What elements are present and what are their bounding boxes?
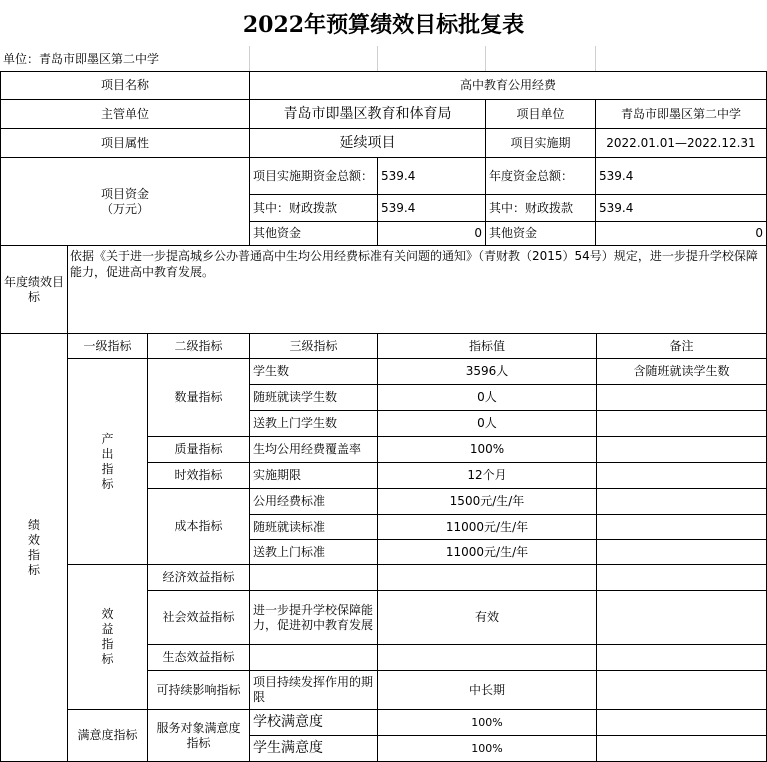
unit-label: 单位：青岛市即墨区第二中学	[3, 52, 160, 66]
other-value: 0	[378, 222, 486, 246]
attribute-label: 项目属性	[1, 129, 250, 158]
total-value: 539.4	[378, 158, 486, 195]
page-title: 2022年预算绩效目标批复表	[242, 11, 525, 38]
row-inclass-note	[597, 385, 767, 411]
row-social-name: 进一步提升学校保障能力，促进初中教育发展	[250, 591, 378, 645]
row-students-value: 3596人	[378, 359, 597, 385]
project-name-value: 高中教育公用经费	[250, 72, 767, 100]
row-deadline-value: 12个月	[378, 463, 597, 489]
row-std1-note	[597, 489, 767, 515]
row-deadline-name: 实施期限	[250, 463, 378, 489]
period-value: 2022.01.01—2022.12.31	[596, 129, 767, 158]
unit-row	[0, 46, 767, 71]
row-school-sat-value: 100%	[378, 710, 597, 736]
row-home-name: 送教上门学生数	[250, 411, 378, 437]
goal-label: 年度绩效目标	[1, 246, 68, 334]
fiscal-label: 其中：财政拨款	[250, 195, 378, 222]
row-eco-value	[378, 645, 597, 671]
annual-other-label: 其他资金	[486, 222, 596, 246]
quality-label: 质量指标	[148, 437, 250, 463]
goal-text: 依据《关于进一步提高城乡公办普通高中生均公用经费标准有关问题的通知》（青财教（2015）54号）规定，进一步提升学校保障能力，促进高中教育发展。	[68, 246, 767, 334]
perf-label: 绩效指标	[1, 334, 68, 762]
annual-fiscal-value: 539.4	[596, 195, 767, 222]
annual-other-value: 0	[596, 222, 767, 246]
row-eco-note	[597, 645, 767, 671]
header-l2: 二级指标	[148, 334, 250, 359]
social-label: 社会效益指标	[148, 591, 250, 645]
row-deadline-note	[597, 463, 767, 489]
timeliness-label: 时效指标	[148, 463, 250, 489]
row-std2-note	[597, 515, 767, 540]
total-label: 项目实施期资金总额：	[250, 158, 378, 195]
fiscal-value: 539.4	[378, 195, 486, 222]
output-label: 产出指标	[68, 359, 148, 565]
row-sustain-value: 中长期	[378, 671, 597, 710]
benefit-label: 效益指标	[68, 565, 148, 710]
row-student-sat-note	[597, 736, 767, 762]
row-coverage-value: 100%	[378, 437, 597, 463]
row-social-value: 有效	[378, 591, 597, 645]
row-econ-note	[597, 565, 767, 591]
project-name-label: 项目名称	[1, 72, 250, 100]
row-std1-name: 公用经费标准	[250, 489, 378, 515]
service-label: 服务对象满意度指标	[148, 710, 250, 762]
satisfaction-label: 满意度指标	[68, 710, 148, 762]
approval-table	[0, 71, 767, 762]
cost-label: 成本指标	[148, 489, 250, 565]
row-inclass-value: 0人	[378, 385, 597, 411]
header-l3: 三级指标	[250, 334, 378, 359]
econ-label: 经济效益指标	[148, 565, 250, 591]
row-school-sat-name: 学校满意度	[250, 710, 378, 736]
eco-label: 生态效益指标	[148, 645, 250, 671]
annual-total-value: 539.4	[596, 158, 767, 195]
row-std1-value: 1500元/生/年	[378, 489, 597, 515]
attribute-value: 延续项目	[250, 129, 486, 158]
row-std3-value: 11000元/生/年	[378, 540, 597, 565]
header-l1: 一级指标	[68, 334, 148, 359]
row-students-name: 学生数	[250, 359, 378, 385]
row-student-sat-name: 学生满意度	[250, 736, 378, 762]
period-label: 项目实施期	[486, 129, 596, 158]
row-coverage-note	[597, 437, 767, 463]
quantity-label: 数量指标	[148, 359, 250, 437]
row-school-sat-note	[597, 710, 767, 736]
row-social-note	[597, 591, 767, 645]
annual-fiscal-label: 其中：财政拨款	[486, 195, 596, 222]
row-coverage-name: 生均公用经费覆盖率	[250, 437, 378, 463]
row-students-note: 含随班就读学生数	[597, 359, 767, 385]
row-home-value: 0人	[378, 411, 597, 437]
row-std3-note	[597, 540, 767, 565]
header-note: 备注	[597, 334, 767, 359]
row-std3-name: 送教上门标准	[250, 540, 378, 565]
project-unit-label: 项目单位	[486, 100, 596, 129]
row-std2-value: 11000元/生/年	[378, 515, 597, 540]
row-sustain-note	[597, 671, 767, 710]
supervisor-label: 主管单位	[1, 100, 250, 129]
project-unit-value: 青岛市即墨区第二中学	[596, 100, 767, 129]
row-home-note	[597, 411, 767, 437]
supervisor-value: 青岛市即墨区教育和体育局	[250, 100, 486, 129]
row-student-sat-value: 100%	[378, 736, 597, 762]
row-inclass-name: 随班就读学生数	[250, 385, 378, 411]
sustain-label: 可持续影响指标	[148, 671, 250, 710]
row-std2-name: 随班就读标准	[250, 515, 378, 540]
row-econ-value	[378, 565, 597, 591]
annual-total-label: 年度资金总额：	[486, 158, 596, 195]
other-label: 其他资金	[250, 222, 378, 246]
row-econ-name	[250, 565, 378, 591]
row-eco-name	[250, 645, 378, 671]
funds-label: 项目资金 （万元）	[1, 158, 250, 246]
row-sustain-name: 项目持续发挥作用的期限	[250, 671, 378, 710]
header-value: 指标值	[378, 334, 597, 359]
